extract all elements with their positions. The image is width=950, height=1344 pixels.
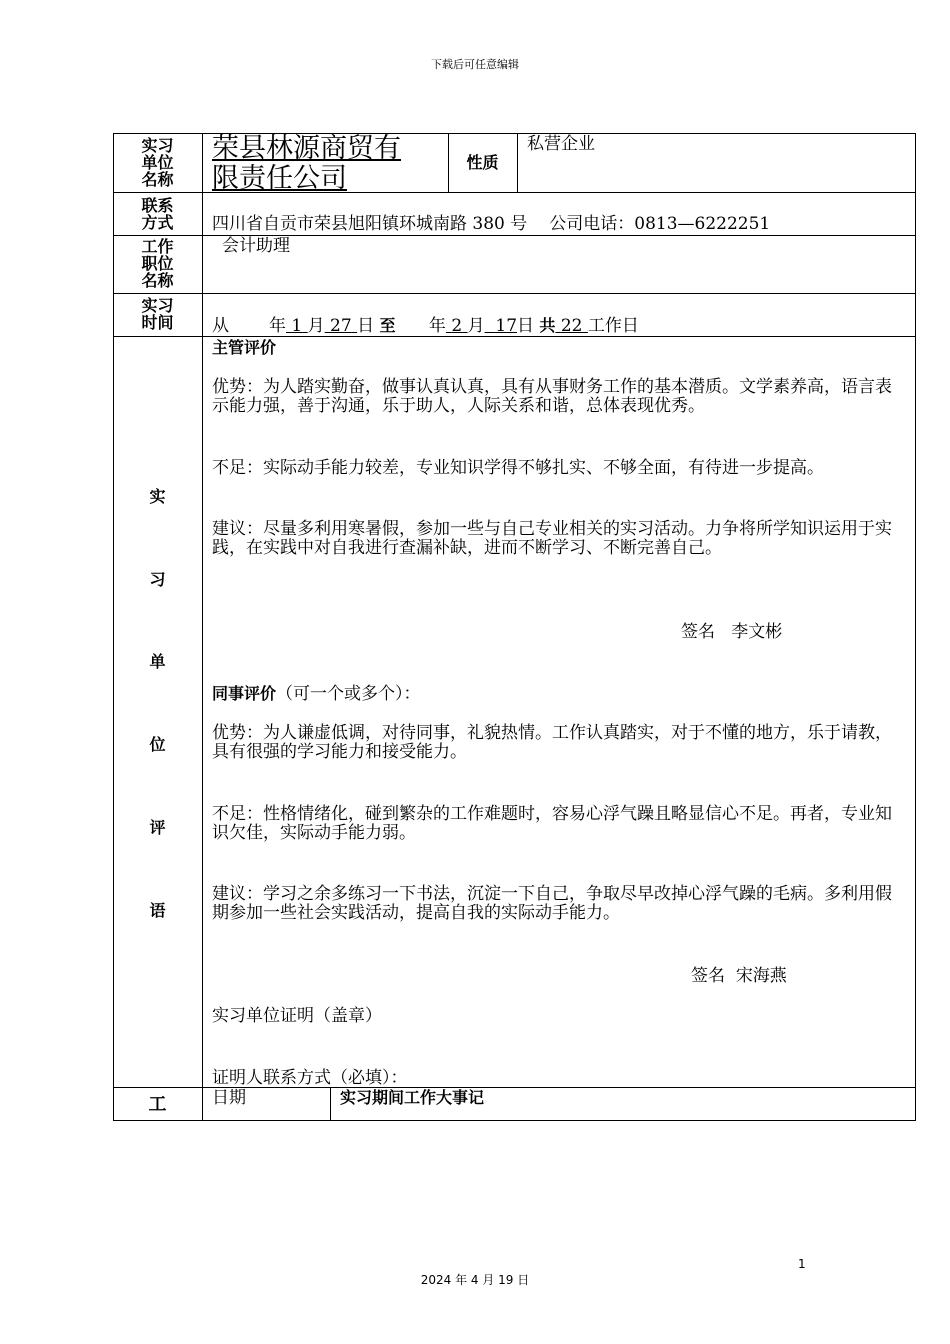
evaluation-label: 位 xyxy=(149,735,166,754)
evaluation-label: 习 xyxy=(149,570,166,589)
log-events-header: 实习期间工作大事记 xyxy=(340,1088,485,1107)
supervisor-suggestions: 建议：尽量多利用寒暑假，参加一些与自己专业相关的实习活动。力争将所学知识运用于实践，在实践中对自我进行查漏补缺，进而不断学习、不断完善自己。 xyxy=(212,519,892,558)
job-title-value: 会计助理 xyxy=(222,236,290,256)
evaluation-label: 评 xyxy=(149,818,166,837)
supervisor-signature: 签名 李文彬 xyxy=(681,622,783,642)
header-note: 下载后可任意编辑 xyxy=(431,58,519,71)
work-label: 工 xyxy=(148,1094,167,1115)
internship-form-table xyxy=(113,133,916,1121)
footer-date: 2024 年 4 月 19 日 xyxy=(420,1273,530,1287)
certifier-contact: 证明人联系方式（必填）： xyxy=(212,1068,408,1088)
period-value: 从 年 1 月 27 日 至 年 2 月 17日 共 22 工作日 xyxy=(212,316,639,336)
colleague-heading: 同事评价（可一个或多个）： xyxy=(212,684,421,704)
address: 四川省自贡市荣县旭阳镇环城南路 380 号 xyxy=(212,214,528,234)
log-date-header: 日期 xyxy=(212,1088,246,1108)
page-number: 1 xyxy=(798,1257,806,1271)
evaluation-label: 单 xyxy=(149,652,166,671)
job-label: 工作 职位 名称 xyxy=(141,237,174,290)
evaluation-label: 语 xyxy=(149,901,166,920)
unit-name-label: 实习 单位 名称 xyxy=(141,136,174,189)
phone: 公司电话：0813—6222251 xyxy=(549,214,771,234)
period-label: 实习 时间 xyxy=(141,296,174,332)
unit-name-value: 荣县林源商贸有 限责任公司 xyxy=(212,133,401,194)
column-divider xyxy=(202,133,203,1121)
contact-label: 联系 方式 xyxy=(141,196,174,232)
nature-label: 性质 xyxy=(466,153,499,172)
contact-value xyxy=(212,214,770,234)
supervisor-strengths: 优势：为人踏实勤奋，做事认真认真，具有从事财务工作的基本潜质。文学素养高，语言表示能力强，善于沟通，乐于助人，人际关系和谐，总体表现优秀。 xyxy=(212,377,892,416)
evaluation-label: 实 xyxy=(149,487,166,506)
nature-value: 私营企业 xyxy=(527,134,595,154)
row-divider xyxy=(113,293,916,294)
colleague-signature: 签名 宋海燕 xyxy=(691,966,787,986)
column-divider xyxy=(330,1087,331,1121)
colleague-weaknesses: 不足：性格情绪化，碰到繁杂的工作难题时，容易心浮气躁且略显信心不足。再者，专业知识欠佳，实际动手能力弱。 xyxy=(212,804,892,843)
certificate-text: 实习单位证明（盖章） xyxy=(212,1006,382,1026)
colleague-suggestions: 建议：学习之余多练习一下书法，沉淀一下自己，争取尽早改掉心浮气躁的毛病。多利用假期参加一些社会实践活动，提高自我的实际动手能力。 xyxy=(212,884,892,923)
supervisor-heading: 主管评价 xyxy=(212,338,277,357)
supervisor-weaknesses: 不足：实际动手能力较差，专业知识学得不够扎实、不够全面，有待进一步提高。 xyxy=(212,458,824,478)
column-divider xyxy=(517,133,518,192)
row-divider xyxy=(113,336,916,337)
colleague-strengths: 优势：为人谦虚低调，对待同事，礼貌热情。工作认真踏实，对于不懂的地方，乐于请教，具有很强的学习能力和接受能力。 xyxy=(212,723,892,762)
